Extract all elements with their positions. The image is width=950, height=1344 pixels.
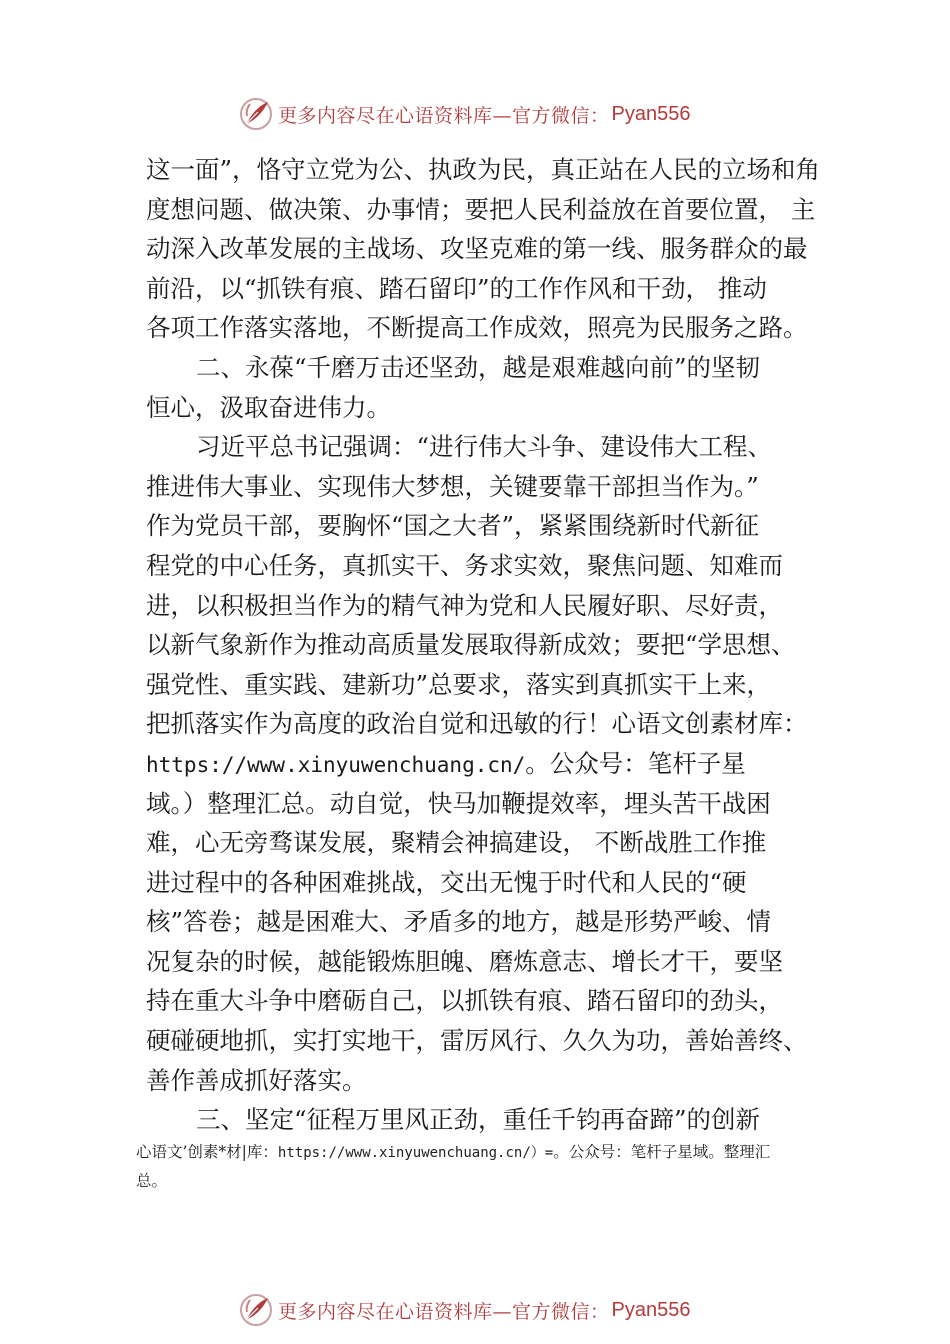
body-line: 以新气象新作为推动高质量发展取得新成效；要把“学思想、 (146, 630, 796, 660)
body-line: 程党的中心任务，真抓实干、务求实效，聚焦问题、知难而 (146, 550, 783, 580)
footer-wechat-id: Pyan556 (611, 1298, 691, 1321)
paragraph-start: 习近平总书记强调：“进行伟大斗争、建设伟大工程、 (196, 432, 773, 462)
header-banner (238, 94, 758, 134)
body-line: 强党性、重实践、建新功”总要求，落实到真抓实干上来， (146, 669, 772, 699)
body-line: 进，以积极担当作为的精气神为党和人民履好职、尽好责， (146, 590, 783, 620)
body-line: 核”答卷；越是困难大、矛盾多的地方，越是形势严峻、情 (146, 907, 772, 937)
header-wechat-id: Pyan556 (611, 102, 691, 125)
body-line: 度想问题、做决策、办事情；要把人民利益放在首要位置， 主 (146, 194, 816, 224)
body-line: 善作善成抓好落实。 (146, 1065, 367, 1095)
footer-brand-text: 更多内容尽在心语资料库—官方微信： (278, 1300, 610, 1323)
footnote-suffix: 。公众号：笔杆子星域。整理汇 (553, 1143, 771, 1161)
body-line: 推进伟大事业、实现伟大梦想，关键要靠干部担当作为。” (146, 471, 759, 501)
footnote-prefix: 心语文’创素*材|库： (136, 1143, 278, 1161)
body-line: 前沿，以“抓铁有痕、踏石留印”的工作作风和干劲， 推动 (146, 273, 767, 303)
body-line: 硬碰硬地抓，实打实地干，雷厉风行、久久为功，善始善终、 (146, 1026, 808, 1056)
body-line: 这一面”，恪守立党为公、执政为民，真正站在人民的立场和角 (146, 155, 821, 184)
body-line: 持在重大斗争中磨砺自己，以抓铁有痕、踏石留印的劲头， (146, 986, 783, 1016)
header-brand-text: 更多内容尽在心语资料库—官方微信： (278, 104, 610, 127)
footnote-url[interactable]: https://www.xinyuwenchuang.cn/）= (277, 1145, 554, 1161)
body-line: 恒心，汲取奋进伟力。 (146, 392, 391, 422)
body-line: 各项工作落实落地，不断提高工作成效，照亮为民服务之路。 (146, 313, 808, 343)
footer-banner (238, 1290, 758, 1330)
url-line (146, 744, 836, 784)
body-line: 况复杂的时候，越能锻炼胆魄、磨炼意志、增长才干，要坚 (146, 946, 783, 976)
footnote-line-2: 总。 (136, 1172, 168, 1190)
url-link[interactable]: https://www.xinyuwenchuang.cn/ (146, 752, 526, 777)
body-line: 把抓落实作为高度的政治自觉和迅敏的行！心语文创素材库： (146, 709, 808, 739)
feather-quill-icon (238, 1292, 274, 1328)
section-heading-2: 二、永葆“千磨万击还坚劲，越是艰难越向前”的坚韧 (196, 352, 761, 382)
url-line-suffix: 。公众号：笔杆子星 (525, 748, 746, 778)
footnote-line-1 (136, 1138, 836, 1167)
document-body (146, 150, 836, 1140)
body-line: 动深入改革发展的主战场、攻坚克难的第一线、服务群众的最 (146, 234, 808, 264)
section-heading-3: 三、坚定“征程万里风正劲，重任千钧再奋蹄”的创新 (196, 1105, 761, 1135)
feather-quill-icon (238, 96, 274, 132)
body-line: 域。）整理汇总。动自觉，快马加鞭提效率，埋头苦干战困 (146, 788, 771, 818)
footnote (136, 1138, 836, 1195)
body-line: 进过程中的各种困难挑战，交出无愧于时代和人民的“硬 (146, 867, 747, 897)
body-line: 作为党员干部，要胸怀“国之大者”，紧紧围绕新时代新征 (146, 511, 760, 541)
body-line: 难，心无旁骛谋发展，聚精会神搞建设， 不断战胜工作推 (146, 828, 767, 858)
